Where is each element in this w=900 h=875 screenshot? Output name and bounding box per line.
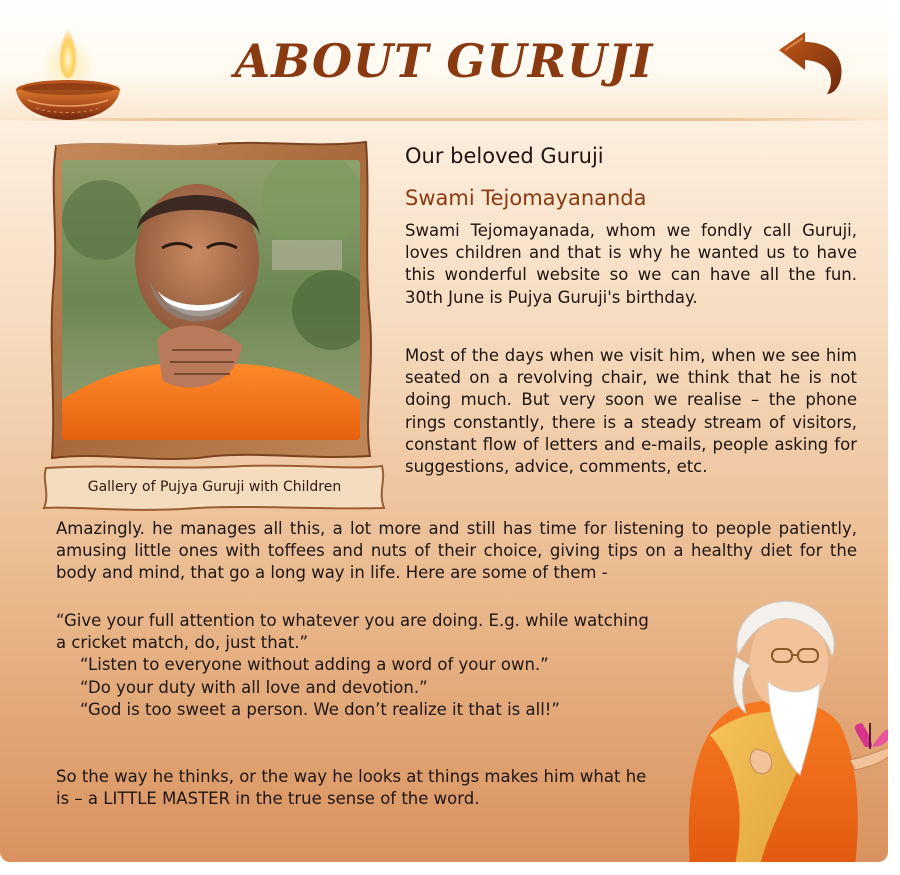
quotes-list	[56, 610, 656, 721]
paragraph-closing: So the way he thinks, or the way he looks at things makes him what he is – a LITTLE MASTER in the true sense of the word.	[56, 767, 647, 809]
gallery-link[interactable]	[42, 462, 387, 512]
header-divider	[0, 118, 888, 121]
paragraph-daily-life: Most of the days when we visit him, when we see him seated on a revolving chair, we think that he is not doing much. But very soon we realise – the phone rings constantly, there is a steady stream of visitors, constant flow of letters and e-mails, people asking for suggestions, advice, comments, etc.	[405, 346, 857, 477]
back-button[interactable]	[775, 28, 847, 96]
quote-item: “Do your duty with all love and devotion.”	[80, 677, 428, 697]
cartoon-guru-illustration	[650, 595, 888, 862]
quote-item: “Listen to everyone without adding a word of your own.”	[80, 655, 549, 675]
intro-heading: Our beloved Guruji	[405, 144, 604, 168]
guruji-photo[interactable]	[62, 160, 360, 440]
name-heading: Swami Tejomayananda	[405, 186, 647, 210]
paragraph-amazingly: Amazingly. he manages all this, a lot more and still has time for listening to people patiently, amusing little ones with toffees and nuts of their choice, giving tips on a healthy diet for the body and mind, that go a long way in life. Here are some of them -	[56, 519, 857, 583]
back-arrow-icon	[775, 28, 847, 96]
gallery-link-label: Gallery of Pujya Guruji with Children	[87, 479, 342, 495]
quote-item: “Give your full attention to whatever you are doing. E.g. while watching a cricket match, do, just that.”	[56, 611, 649, 653]
page-title: ABOUT GURUJI	[234, 34, 654, 88]
quote-item: “God is too sweet a person. We don’t realize it that is all!”	[80, 699, 560, 719]
guruji-portrait-image	[62, 160, 360, 440]
paragraph-intro: Swami Tejomayanada, whom we fondly call Guruji, loves children and that is why he wanted us to have this wonderful website so we can have all the fun. 30th June is Pujya Guruji's birthday.	[405, 221, 857, 307]
